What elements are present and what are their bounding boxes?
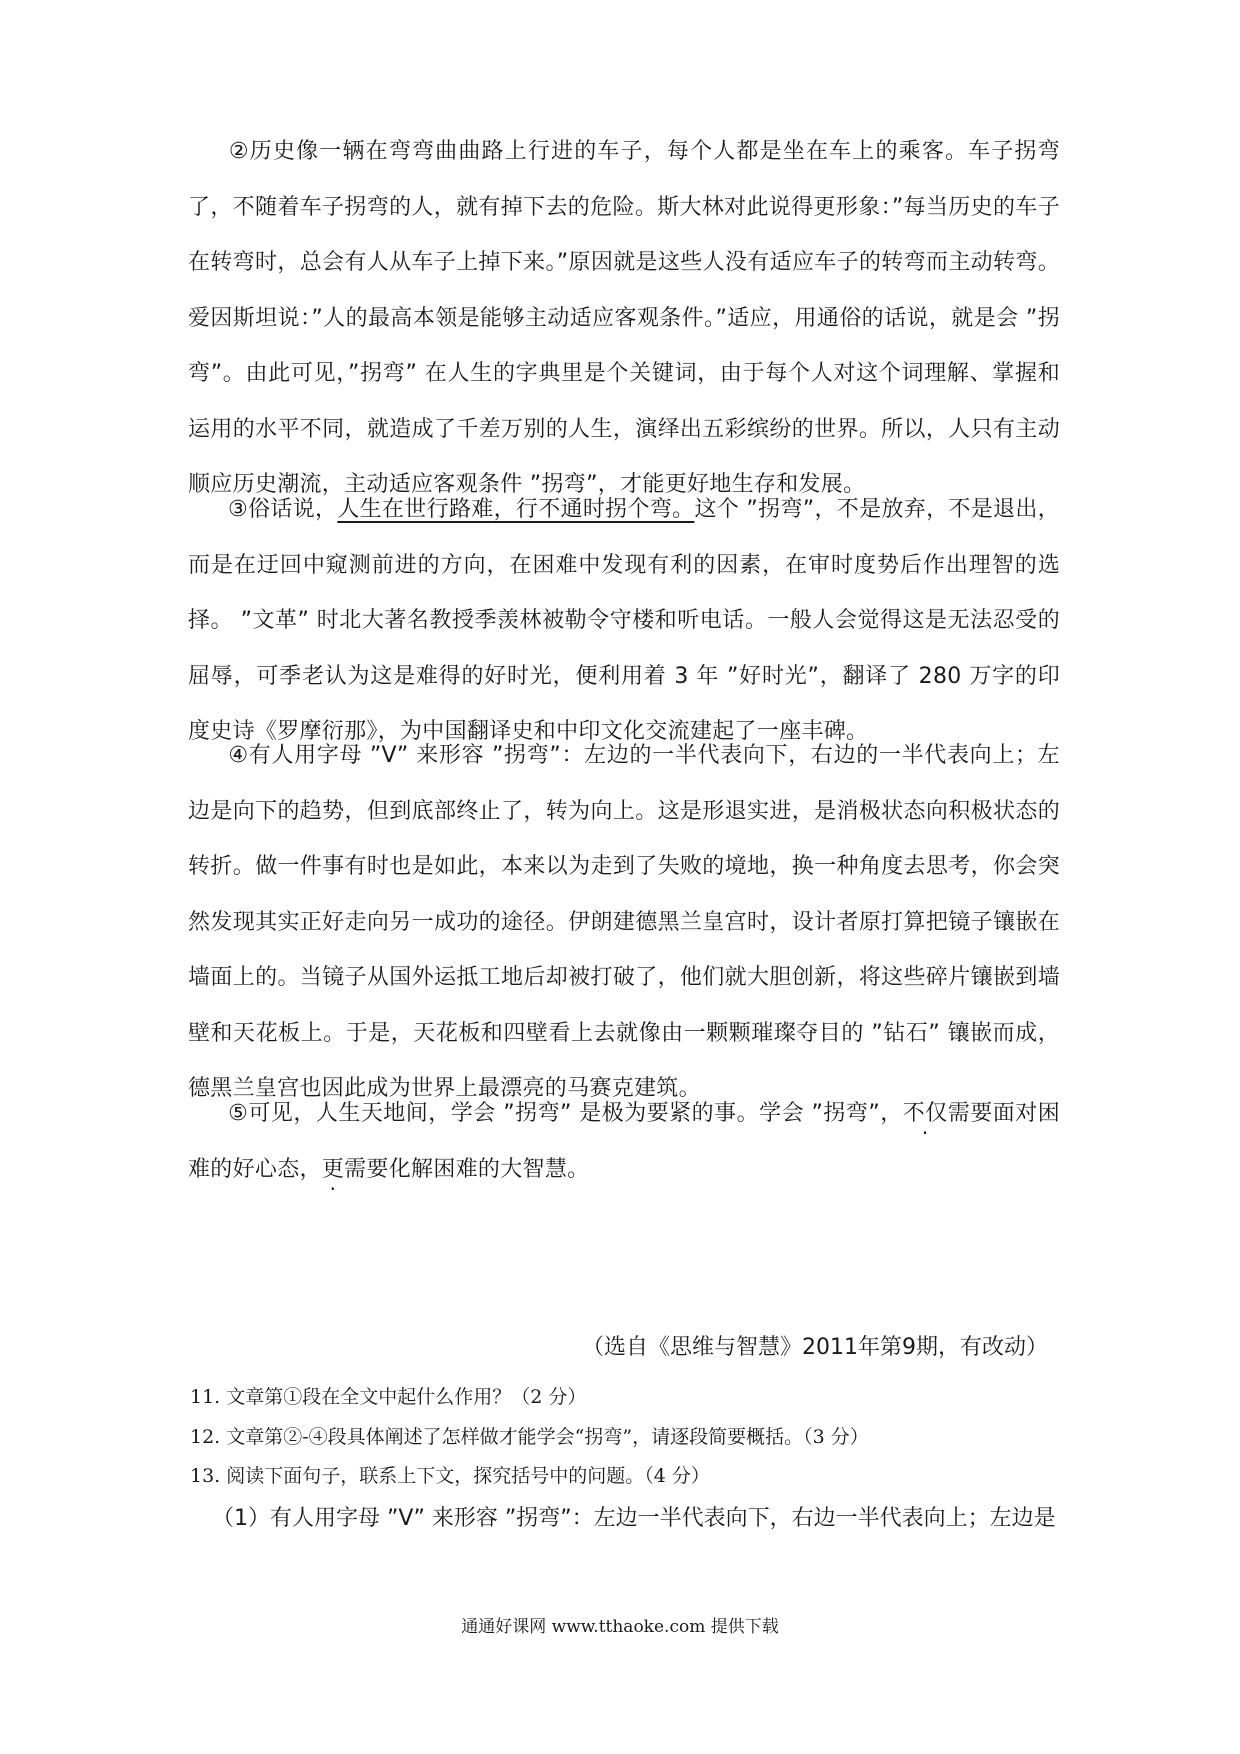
paragraph-3 — [188, 482, 1060, 760]
question-13: 13. 阅读下面句子，联系上下文，探究括号中的问题。（4 分） — [190, 1465, 710, 1487]
paragraph-5-text-c: 需要化解困难的大智慧。 — [344, 1156, 590, 1182]
source-citation: （选自《思维与智慧》2011年第9期，有改动） — [582, 1335, 1048, 1360]
paragraph-4-text: ④有人用字母 ”V” 来形容 ”拐弯”：左边的一半代表向下，右边的一半代表向上；左边是向下的趋势，但到底部终止了，转为向上。这是形退实进，是消极状态向积极状态的转折。做一件事有时也是如此，本来以为走到了失败的境地，换一种角度去思考，你会突然发现其实正好走向另一成功的途径。伊朗建德黑兰皇宫时，设计者原打算把镜子镶嵌在墙面上的。当镜子从国外运抵工地后却被打破了，他们就大胆创新，将这些碎片镶嵌到墙壁和天花板上。于是，天花板和四壁看上去就像由一颗颗璀璨夺目的 ”钻石” 镶嵌而成，德黑兰皇宫也因此成为世界上最漂亮的马赛克建筑。 — [188, 743, 1060, 1101]
paragraph-3-text-rest: 这个 ”拐弯”，不是放弃，不是退出，而是在迂回中窥测前进的方向，在困难中发现有利的因素，在审时度势后作出理智的选择。 ”文革” 时北大著名教授季羡林被勒令守楼和听电话。一般人会觉得这是无法忍受的屈辱，可季老认为这是难得的好时光，便利用着 3 年 ”好时光”，翻译了 280 万字的印度史诗《罗摩衍那》，为中国翻译史和中印文化交流建起了一座丰碑。 — [188, 497, 1060, 744]
paragraph-4 — [188, 728, 1060, 1117]
paragraph-5-text-a: ⑤可见，人生天地间，学会 ”拐弯” 是极为要紧的事。学会 ”拐弯”， — [228, 1101, 903, 1126]
emphasis-dotted-geng: 更 — [321, 1156, 345, 1182]
question-11: 11. 文章第①段在全文中起什么作用？（2 分） — [190, 1386, 587, 1408]
paragraph-2 — [188, 124, 1060, 513]
emphasis-dotted-buji: 不仅 — [902, 1101, 948, 1126]
question-13-subitem-1: （1）有人用字母 ”V” 来形容 ”拐弯”：左边一半代表向下，右边一半代表向上；左边是 — [212, 1506, 1056, 1531]
paragraph-3-text-start: ③俗话说， — [228, 497, 338, 522]
underlined-proverb: 人生在世行路难，行不通时拐个弯。 — [337, 497, 695, 522]
paragraph-5-text-b: 需要面对困难的好心态， — [188, 1101, 1060, 1182]
paragraph-5 — [188, 1086, 1060, 1197]
question-12: 12. 文章第②-④段具体阐述了怎样做才能学会“拐弯”，请逐段简要概括。（3 分） — [190, 1426, 869, 1448]
paragraph-2-text: ②历史像一辆在弯弯曲曲路上行进的车子，每个人都是坐在车上的乘客。车子拐弯了，不随着车子拐弯的人，就有掉下去的危险。斯大林对此说得更形象：”每当历史的车子在转弯时，总会有人从车子上掉下来。”原因就是这些人没有适应车子的转弯而主动转弯。爱因斯坦说：”人的最高本领是能够主动适应客观条件。”适应，用通俗的话说，就是会 ”拐弯”。由此可见，”拐弯” 在人生的字典里是个关键词，由于每个人对这个词理解、掌握和运用的水平不同，就造成了千差万别的人生，演绎出五彩缤纷的世界。所以，人只有主动顺应历史潮流，主动适应客观条件 ”拐弯”，才能更好地生存和发展。 — [188, 139, 1060, 497]
page-footer: 通通好课网 www.tthaoke.com 提供下载 — [461, 1617, 779, 1637]
